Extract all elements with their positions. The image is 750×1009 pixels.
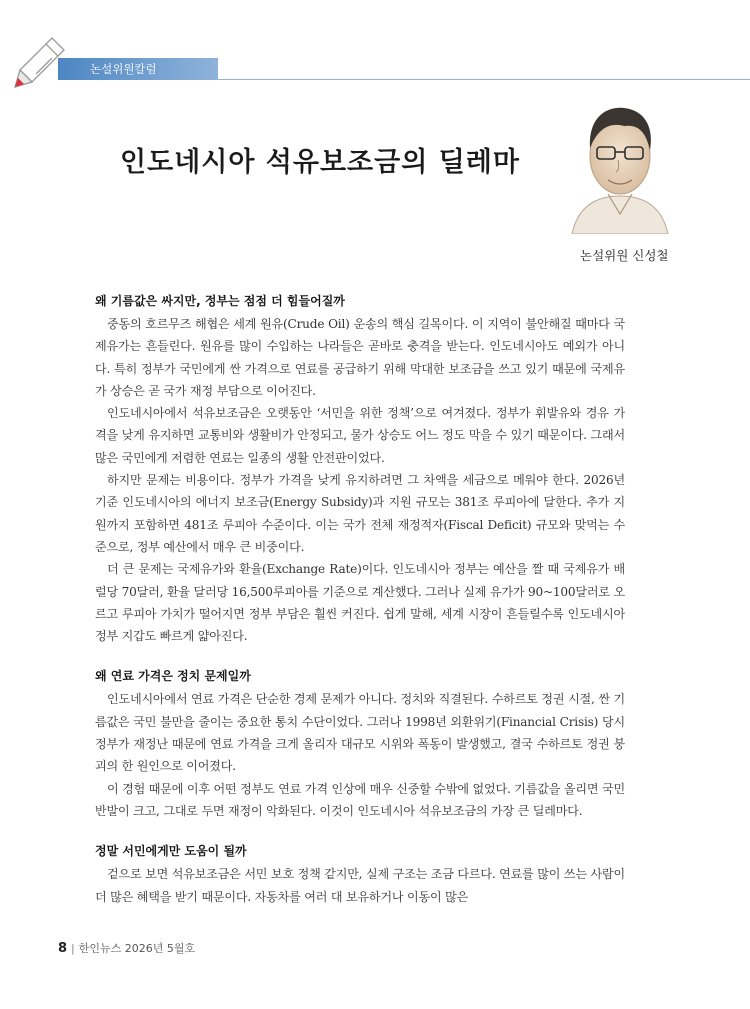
publication-info: 한인뉴스 2026년 5월호 bbox=[78, 942, 196, 955]
paragraph: 하지만 문제는 비용이다. 정부가 가격을 낮게 유지하려면 그 차액을 세금으로 메워야 한다. 2026년 기준 인도네시아의 에너지 보조금(Energy Subsidy)과 지원 규모는 381조 루피아에 달한다. 추가 지원까지 포함하면 481조 루피아 수준이다. 이는 국가 전체 재정적자(Fiscal Deficit) 규모와 맞먹는 수준으로, 정부 예산에서 매우 큰 비중이다. bbox=[95, 473, 625, 554]
section-heading: 정말 서민에게만 도움이 될까 bbox=[95, 844, 247, 859]
article-body bbox=[95, 292, 625, 908]
paragraph: 인도네시아에서 석유보조금은 오랫동안 ‘서민을 위한 정책’으로 여겨졌다. 정부가 휘발유와 경유 가격을 낮게 유지하면 교통비와 생활비가 안정되고, 물가 상승도 어느 정도 막을 수 있기 때문이다. 그래서 많은 국민에게 저렴한 연료는 일종의 생활 안전판이었다. bbox=[95, 406, 625, 465]
section-heading: 왜 연료 가격은 정치 문제일까 bbox=[95, 669, 251, 684]
page-number: 8 bbox=[58, 941, 68, 956]
article-section bbox=[95, 292, 625, 647]
article-section bbox=[95, 667, 625, 822]
paragraph: 더 큰 문제는 국제유가와 환율(Exchange Rate)이다. 인도네시아 정부는 예산을 짤 때 국제유가 배럴당 70달러, 환율 달러당 16,500루피아를 기준으로 계산했다. 그러나 실제 유가가 90~100달러로 오르고 루피아 가치가 떨어지면 정부 부담은 훨씬 커진다. 쉽게 말해, 세계 시장이 흔들릴수록 인도네시아 정부 지갑도 빠르게 얇아진다. bbox=[95, 562, 625, 644]
paragraph: 이 경험 때문에 이후 어떤 정부도 연료 가격 인상에 매우 신중할 수밖에 없었다. 기름값을 올리면 국민 반발이 크고, 그대로 두면 재정이 악화된다. 이것이 인도네시아 석유보조금의 가장 큰 딜레마다. bbox=[95, 781, 625, 818]
paragraph: 인도네시아에서 연료 가격은 단순한 경제 문제가 아니다. 정치와 직결된다. 수하르토 정권 시절, 싼 기름값은 국민 불만을 줄이는 중요한 통치 수단이었다. 그러나 1998년 외환위기(Financial Crisis) 당시 정부가 재정난 때문에 연료 가격을 크게 올리자 대규모 시위와 폭동이 발생했고, 결국 수하르토 정권 붕괴의 한 원인으로 이어졌다. bbox=[95, 692, 625, 774]
page-footer: 8 | 한인뉴스 2026년 5월호 bbox=[58, 941, 196, 956]
header-rule bbox=[218, 79, 750, 80]
paragraph: 겉으로 보면 석유보조금은 서민 보호 정책 같지만, 실제 구조는 조금 다르다. 연료를 많이 쓰는 사람이 더 많은 혜택을 받기 때문이다. 자동차를 여러 대 보유하거나 이동이 많은 bbox=[95, 867, 625, 904]
author-portrait bbox=[568, 98, 672, 234]
article-section bbox=[95, 842, 625, 908]
author-byline: 논설위원 신성철 bbox=[580, 248, 669, 263]
column-label: 논설위원칼럼 bbox=[58, 58, 218, 80]
page-title: 인도네시아 석유보조금의 딜레마 bbox=[120, 147, 520, 178]
paragraph: 중동의 호르무즈 해협은 세계 원유(Crude Oil) 운송의 핵심 길목이다. 이 지역이 불안해질 때마다 국제유가는 흔들린다. 원유를 많이 수입하는 나라들은 곧바로 충격을 받는다. 인도네시아도 예외가 아니다. 특히 정부가 국민에게 싼 가격으로 연료를 공급하기 위해 막대한 보조금을 쓰고 있기 때문에 국제유가 상승은 곧 국가 재정 부담으로 이어진다. bbox=[95, 317, 625, 398]
section-heading: 왜 기름값은 싸지만, 정부는 점점 더 힘들어질까 bbox=[95, 294, 345, 308]
